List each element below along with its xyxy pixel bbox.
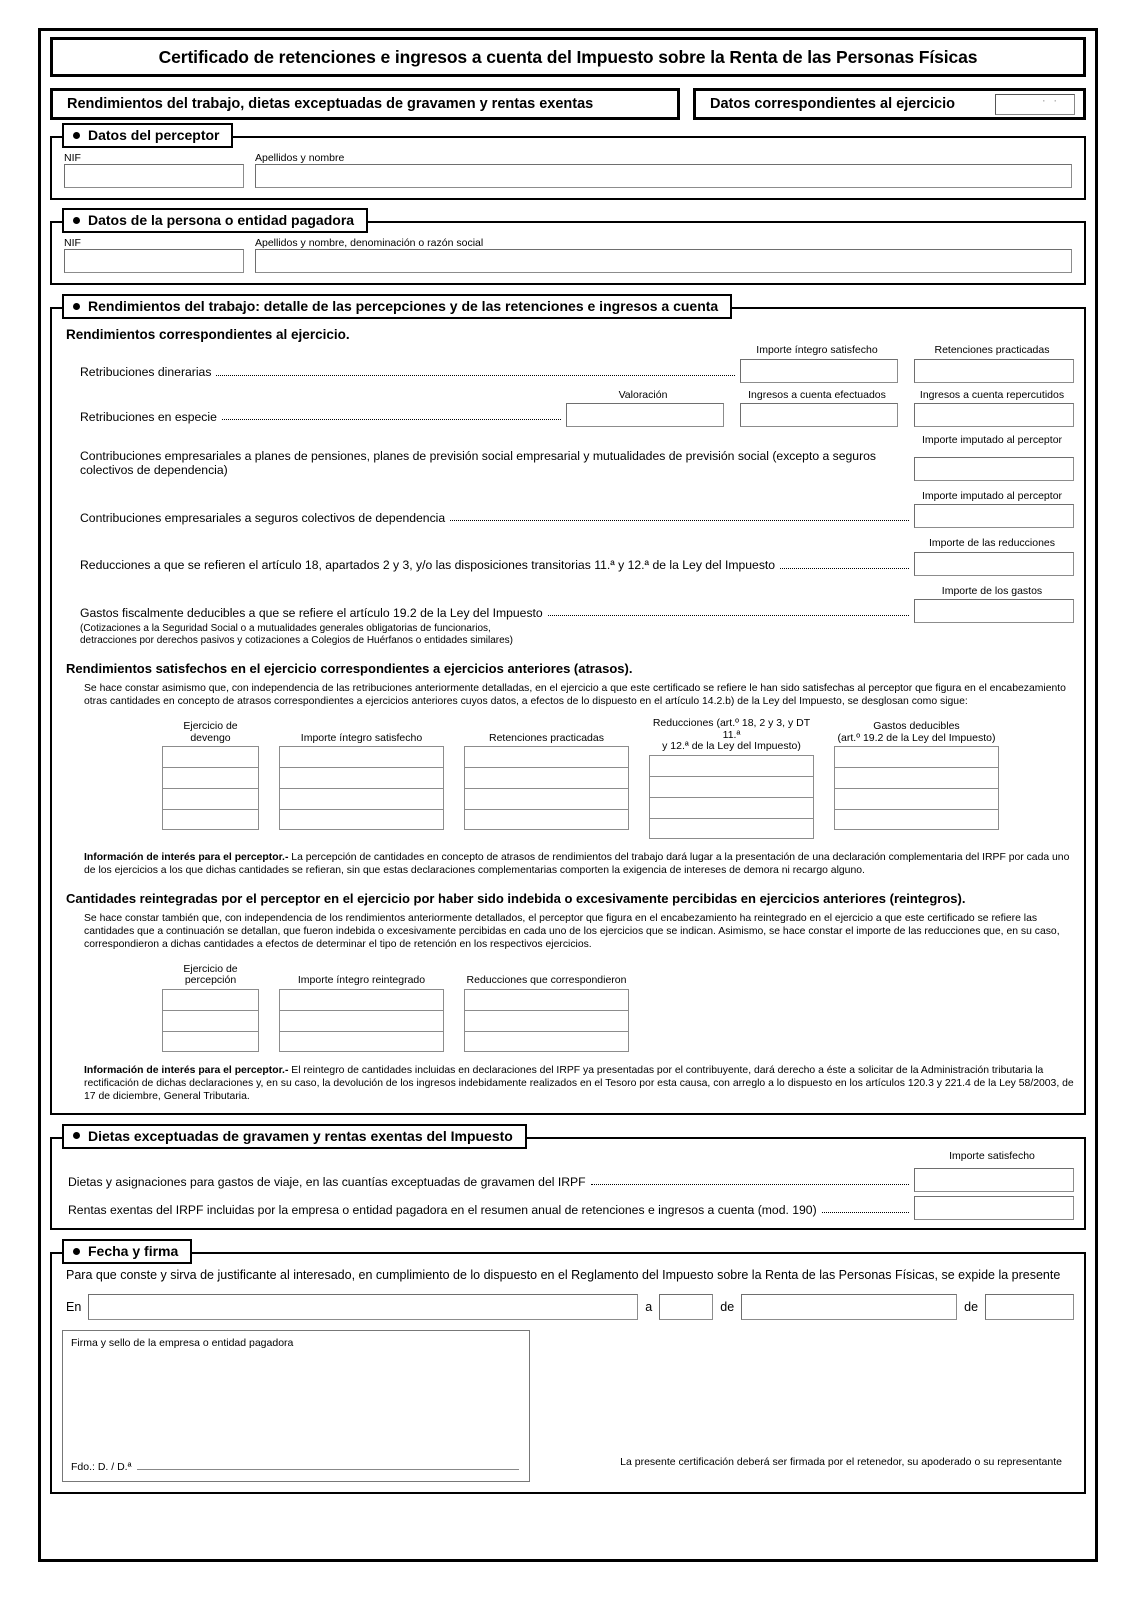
section-firma xyxy=(50,1243,1086,1494)
reintegros-cell[interactable] xyxy=(162,1010,259,1031)
legend-firma-label: Fecha y firma xyxy=(88,1243,179,1259)
subtitle-row xyxy=(50,88,1086,120)
section-perceptor xyxy=(50,127,1086,200)
atrasos-column-header: Gastos deducibles (art.º 19.2 de la Ley del Impuesto) xyxy=(837,720,996,744)
reintegros-info-label: Información de interés para el perceptor.- xyxy=(84,1064,289,1076)
atrasos-cell[interactable] xyxy=(834,809,999,830)
frame-rendimientos xyxy=(50,307,1086,1115)
exercise-year-block xyxy=(693,88,1086,120)
reintegros-cell[interactable] xyxy=(162,1031,259,1052)
col-ingresos-repercutidos-label: Ingresos a cuenta repercutidos xyxy=(919,388,1065,401)
reintegros-cell[interactable] xyxy=(279,1031,444,1052)
legend-pagadora xyxy=(62,208,368,233)
input-rentas-exentas[interactable] xyxy=(914,1196,1074,1220)
row-contribuciones-seguros xyxy=(62,504,1074,528)
col-importe-gastos-label: Importe de los gastos xyxy=(941,584,1043,597)
atrasos-cell[interactable] xyxy=(649,755,814,776)
leader-dots xyxy=(216,375,735,376)
reintegros-heading: Cantidades reintegradas por el perceptor en el ejercicio por haber sido indebida o excesivamente percibidas en ejercicios anteriores (reintegros). xyxy=(66,890,966,906)
atrasos-cell[interactable] xyxy=(162,746,259,767)
input-contribuciones-planes[interactable] xyxy=(914,457,1074,481)
atrasos-cell[interactable] xyxy=(834,767,999,788)
firma-intro: Para que conste y sirva de justificante al interesado, en cumplimiento de lo dispuesto en el Reglamento del Impuesto sobre la Renta de las Personas Físicas, se expide la presente xyxy=(66,1268,1061,1282)
col-valoracion-label: Valoración xyxy=(618,388,668,401)
row-gastos xyxy=(62,599,1074,623)
atrasos-cell[interactable] xyxy=(649,818,814,839)
legend-pagadora-label: Datos de la persona o entidad pagadora xyxy=(88,212,355,228)
col-importe-reducciones-label: Importe de las reducciones xyxy=(928,537,1056,549)
exercise-year-input[interactable] xyxy=(995,94,1075,115)
rendimientos-headers-3 xyxy=(62,435,1072,449)
leader-dots xyxy=(822,1212,909,1213)
label-retribuciones-especie: Retribuciones en especie xyxy=(80,409,217,424)
input-dinerarias-retenciones[interactable] xyxy=(914,359,1074,383)
atrasos-column-header: Importe íntegro satisfecho xyxy=(300,731,423,744)
rendimientos-heading: Rendimientos correspondientes al ejercicio. xyxy=(66,327,350,342)
atrasos-info-note xyxy=(84,851,1074,877)
perceptor-fields xyxy=(62,152,1074,188)
atrasos-cell[interactable] xyxy=(279,809,444,830)
form-page xyxy=(38,28,1098,1562)
input-contribuciones-seguros[interactable] xyxy=(914,504,1074,528)
col-importe-integro-label: Importe íntegro satisfecho xyxy=(756,344,878,356)
input-especie-valoracion[interactable] xyxy=(566,403,724,427)
frame-dietas xyxy=(50,1137,1086,1231)
atrasos-cell[interactable] xyxy=(464,788,629,809)
atrasos-cell[interactable] xyxy=(464,767,629,788)
atrasos-cell[interactable] xyxy=(649,797,814,818)
perceptor-nif-group xyxy=(64,152,244,188)
label-en: En xyxy=(66,1300,82,1314)
section-pagadora xyxy=(50,212,1086,285)
pagadora-name-group xyxy=(255,237,1072,273)
rendimientos-headers-1 xyxy=(62,345,1072,359)
subtitle-scope: Rendimientos del trabajo, dietas exceptuadas de gravamen y rentas exentas xyxy=(50,88,680,120)
rendimientos-headers-6 xyxy=(62,586,1072,600)
perceptor-name-label: Apellidos y nombre xyxy=(255,152,345,164)
gastos-note-line-1: (Cotizaciones a la Seguridad Social o a mutualidades generales obligatorias de funcionarios, xyxy=(80,623,491,634)
col-importe-satisfecho-label: Importe satisfecho xyxy=(949,1149,1035,1162)
perceptor-name-group xyxy=(255,152,1072,188)
reintegros-column xyxy=(162,961,259,1052)
dietas-header-row xyxy=(62,1151,1072,1165)
rendimientos-headers-5 xyxy=(62,538,1072,552)
leader-dots xyxy=(450,520,909,521)
atrasos-column xyxy=(279,718,444,839)
legend-firma xyxy=(62,1239,192,1264)
firma-signature-wrap xyxy=(62,1330,1074,1482)
reintegros-cell[interactable] xyxy=(464,989,629,1010)
pagadora-nif-label: NIF xyxy=(64,237,81,249)
reintegros-cell[interactable] xyxy=(279,989,444,1010)
legend-dietas xyxy=(62,1124,527,1149)
leader-dots xyxy=(222,419,561,420)
section-rendimientos xyxy=(50,298,1086,1115)
atrasos-heading: Rendimientos satisfechos en el ejercicio correspondientes a ejercicios anteriores (atrasos). xyxy=(66,661,633,676)
input-dinerarias-importe[interactable] xyxy=(740,359,898,383)
pagadora-name-input[interactable] xyxy=(255,249,1072,273)
atrasos-info-label: Información de interés para el perceptor.- xyxy=(84,851,289,863)
label-rentas-exentas: Rentas exentas del IRPF incluidas por la empresa o entidad pagadora en el resumen anual de retenciones e ingresos a cuenta (mod. 190) xyxy=(68,1202,817,1217)
perceptor-name-input[interactable] xyxy=(255,164,1072,188)
leader-dots xyxy=(591,1184,909,1185)
reintegros-column-header: Ejercicio de percepción xyxy=(183,962,238,986)
reintegros-table xyxy=(162,961,1074,1052)
fdo-label: Fdo.: D. / D.ª xyxy=(71,1461,132,1473)
legend-rendimientos xyxy=(62,294,732,319)
atrasos-cell[interactable] xyxy=(464,809,629,830)
row-retribuciones-especie xyxy=(62,403,1074,427)
perceptor-nif-label: NIF xyxy=(64,152,81,164)
legend-perceptor-label: Datos del perceptor xyxy=(88,127,220,143)
bullet-icon xyxy=(73,1132,80,1139)
bullet-icon xyxy=(73,303,80,310)
label-gastos: Gastos fiscalmente deducibles a que se refiere el artículo 19.2 de la Ley del Impuesto xyxy=(80,605,543,620)
reintegros-cell[interactable] xyxy=(464,1010,629,1031)
row-contribuciones-planes xyxy=(62,449,1074,481)
input-anio[interactable] xyxy=(985,1294,1074,1320)
atrasos-column-header: Ejercicio de devengo xyxy=(183,720,238,744)
pagadora-name-label: Apellidos y nombre, denominación o razón social xyxy=(255,237,484,249)
firma-date-row xyxy=(62,1294,1074,1320)
atrasos-column xyxy=(649,718,814,839)
input-gastos[interactable] xyxy=(914,599,1074,623)
reintegros-cell[interactable] xyxy=(162,989,259,1010)
atrasos-cell[interactable] xyxy=(162,767,259,788)
page-title: Certificado de retenciones e ingresos a cuenta del Impuesto sobre la Renta de las Personas Físicas xyxy=(50,37,1086,77)
atrasos-cell[interactable] xyxy=(162,809,259,830)
atrasos-column xyxy=(464,718,629,839)
signature-stamp-area[interactable] xyxy=(62,1330,530,1482)
atrasos-paragraph: Se hace constar asimismo que, con independencia de las retribuciones anteriormente detalladas, en el ejercicio a que este certificado se refiere le han sido satisfechas al perceptor que figura en el encabezamiento otras cantidades en concepto de atrasos correspondientes a ejercicios anteriores cuyos datos, a efectos de lo dispuesto en el artículo 14.2.b) de la Ley del Impuesto, se desglosan como sigue: xyxy=(84,683,1066,707)
bullet-icon xyxy=(73,1248,80,1255)
frame-firma xyxy=(50,1252,1086,1494)
legend-perceptor xyxy=(62,123,233,148)
row-retribuciones-dinerarias xyxy=(62,359,1074,383)
reintegros-paragraph: Se hace constar también que, con independencia de los rendimientos anteriormente detallados, el perceptor que figura en el encabezamiento ha reintegrado en el ejercicio a que este certificado se refiere las cantidades que a continuación se detallan, que fueron indebida o excesivamente percibidas en cada uno de los ejercicios que se indican. Asimismo, se hace constar el importe de las reducciones que, en su caso, correspondieron a dichas cantidades a efectos de determinar el tipo de retención en los respectivos ejercicios. xyxy=(84,912,1060,950)
reintegros-info-text: El reintegro de cantidades incluidas en declaraciones del IRPF ya presentadas por el contribuyente, dará derecho a éste a solicitar de la Administración tributaria la rectificación de dichas declaraciones y, en su caso, la devolución de los ingresos indebidamente realizados en el Tesoro por esta causa, con arreglo a lo dispuesto en los artículos 120.3 y 221.4 de la Ley 58/2003, de 17 de diciembre, General Tributaria. xyxy=(84,1064,1074,1102)
atrasos-table xyxy=(162,718,1074,839)
input-dia[interactable] xyxy=(659,1294,713,1320)
perceptor-nif-input[interactable] xyxy=(64,164,244,188)
legend-rendimientos-label: Rendimientos del trabajo: detalle de las percepciones y de las retenciones e ingresos a cuenta xyxy=(88,298,719,314)
leader-dots xyxy=(780,568,909,569)
input-lugar[interactable] xyxy=(88,1294,638,1320)
rendimientos-headers-2 xyxy=(62,390,1072,404)
atrasos-cell[interactable] xyxy=(834,746,999,767)
label-contribuciones-planes: Contribuciones empresariales a planes de pensiones, planes de previsión social empresarial y mutualidades de previsión social (excepto a seguros colectivos de dependencia) xyxy=(80,448,877,477)
col-importe-imputado-1-label: Importe imputado al perceptor xyxy=(921,434,1063,446)
pagadora-fields xyxy=(62,237,1074,273)
reintegros-column xyxy=(279,961,444,1052)
exercise-year-label: Datos correspondientes al ejercicio xyxy=(710,96,955,112)
label-de-1: de xyxy=(720,1300,735,1314)
leader-dots xyxy=(548,615,909,616)
atrasos-cell[interactable] xyxy=(162,788,259,809)
atrasos-column-header: Retenciones practicadas xyxy=(489,731,604,744)
atrasos-info-text: La percepción de cantidades en concepto de atrasos de rendimientos del trabajo dará lugar a la presentación de una declaración complementaria del IRPF por cada uno de los ejercicios a los que dichas cantidades se refieran, sin que estas declaraciones complementarias comporten la exigencia de intereses de demora ni recargo alguno. xyxy=(84,851,1070,876)
col-importe-imputado-2-label: Importe imputado al perceptor xyxy=(921,489,1063,502)
atrasos-cell[interactable] xyxy=(834,788,999,809)
bullet-icon xyxy=(73,217,80,224)
reintegros-column xyxy=(464,961,629,1052)
pagadora-nif-group xyxy=(64,237,244,273)
label-retribuciones-dinerarias: Retribuciones dinerarias xyxy=(80,365,212,379)
legend-dietas-label: Dietas exceptuadas de gravamen y rentas exentas del Impuesto xyxy=(88,1127,513,1144)
row-reducciones xyxy=(62,552,1074,576)
reintegros-info-note xyxy=(84,1064,1074,1103)
atrasos-cell[interactable] xyxy=(279,746,444,767)
row-rentas-exentas xyxy=(62,1196,1074,1220)
row-dietas-viaje xyxy=(62,1168,1074,1192)
reintegros-cell[interactable] xyxy=(464,1031,629,1052)
atrasos-cell[interactable] xyxy=(279,767,444,788)
label-contribuciones-seguros: Contribuciones empresariales a seguros colectivos de dependencia xyxy=(80,510,446,525)
reintegros-column-header: Reducciones que correspondieron xyxy=(466,974,627,986)
input-especie-ingresos-repercutidos[interactable] xyxy=(914,403,1074,427)
fdo-rule[interactable] xyxy=(137,1469,519,1470)
atrasos-column-header: Reducciones (art.º 18, 2 y 3, y DT 11.ª y 12.ª de la Ley del Impuesto) xyxy=(652,717,811,752)
section-dietas xyxy=(50,1127,1086,1231)
col-retenciones-label: Retenciones practicadas xyxy=(934,344,1050,356)
label-dietas-viaje: Dietas y asignaciones para gastos de viaje, en las cuantías exceptuadas de gravamen del IRPF xyxy=(68,1174,586,1189)
pagadora-nif-input[interactable] xyxy=(64,249,244,273)
col-ingresos-efectuados-label: Ingresos a cuenta efectuados xyxy=(748,388,886,401)
label-de-2: de xyxy=(964,1300,979,1314)
input-especie-ingresos-efectuados[interactable] xyxy=(740,403,898,427)
signature-stamp-label: Firma y sello de la empresa o entidad pagadora xyxy=(71,1337,294,1349)
firma-footnote: La presente certificación deberá ser firmada por el retenedor, su apoderado o su representante xyxy=(620,1456,1062,1468)
reintegros-column-header: Importe íntegro reintegrado xyxy=(297,974,426,986)
atrasos-cell[interactable] xyxy=(279,788,444,809)
atrasos-cell[interactable] xyxy=(464,746,629,767)
fdo-line xyxy=(71,1461,519,1473)
atrasos-cell[interactable] xyxy=(649,776,814,797)
reintegros-cell[interactable] xyxy=(279,1010,444,1031)
atrasos-column xyxy=(834,718,999,839)
rendimientos-headers-4 xyxy=(62,491,1072,505)
bullet-icon xyxy=(73,132,80,139)
gastos-note-line-2: detracciones por derechos pasivos y cotizaciones a Colegios de Huérfanos o entidades similares) xyxy=(80,635,514,646)
input-reducciones[interactable] xyxy=(914,552,1074,576)
label-reducciones: Reducciones a que se refieren el artículo 18, apartados 2 y 3, y/o las disposiciones transitorias 11.ª y 12.ª de la Ley del Impuesto xyxy=(80,558,776,572)
input-mes[interactable] xyxy=(741,1294,957,1320)
label-a: a xyxy=(645,1300,653,1314)
atrasos-column xyxy=(162,718,259,839)
input-dietas-viaje[interactable] xyxy=(914,1168,1074,1192)
